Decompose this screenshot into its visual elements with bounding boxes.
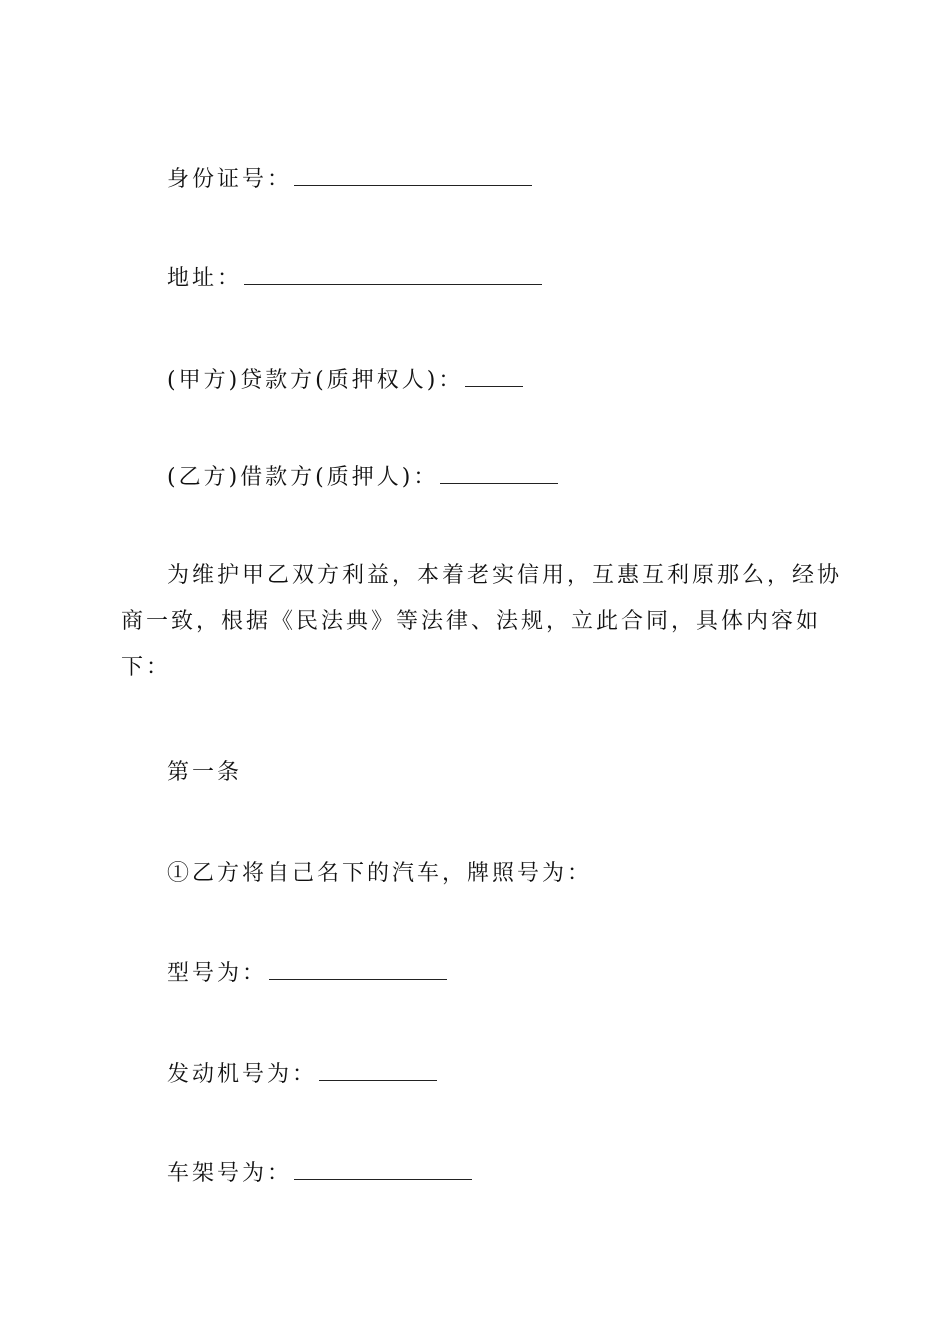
engine-blank xyxy=(319,1058,437,1081)
frame-label: 车架号为： xyxy=(167,1161,293,1186)
engine-label: 发动机号为： xyxy=(167,1062,318,1087)
id-number-line xyxy=(167,163,532,195)
id-number-label: 身份证号： xyxy=(167,167,293,192)
id-number-blank xyxy=(294,163,532,186)
address-blank xyxy=(244,262,542,285)
address-line xyxy=(167,262,542,294)
engine-line xyxy=(167,1058,437,1090)
model-label: 型号为： xyxy=(167,961,268,986)
frame-blank xyxy=(294,1157,472,1180)
party-a-blank xyxy=(465,364,523,387)
party-b-label: (乙方)借款方(质押人)： xyxy=(167,465,439,490)
party-a-line xyxy=(167,364,523,396)
party-b-line xyxy=(167,461,558,493)
party-b-blank xyxy=(440,461,558,484)
article-1-heading: 第一条 xyxy=(167,760,243,785)
party-a-label: (甲方)贷款方(质押权人)： xyxy=(167,368,464,393)
clause-1-line: ①乙方将自己名下的汽车，牌照号为： xyxy=(167,861,593,886)
intro-paragraph: 为维护甲乙双方利益，本着老实信用，互惠互利原那么，经协商一致，根据《民法典》等法律、法规，立此合同，具体内容如下： xyxy=(121,563,843,680)
address-label: 地址： xyxy=(167,266,243,291)
frame-line xyxy=(167,1157,472,1189)
model-line xyxy=(167,957,447,989)
model-blank xyxy=(269,957,447,980)
